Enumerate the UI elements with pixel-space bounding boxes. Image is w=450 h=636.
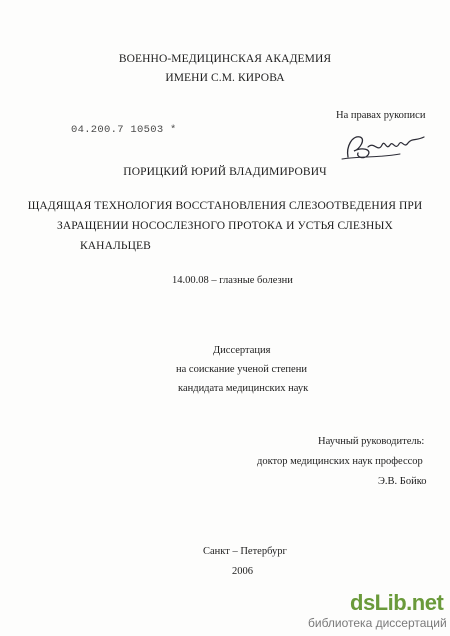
city: Санкт – Петербург [203, 546, 287, 557]
specialty-code: 14.00.08 – глазные болезни [172, 275, 293, 286]
degree-name: кандидата медицинских наук [178, 383, 309, 394]
author-name: ПОРИЦКИЙ ЮРИЙ ВЛАДИМИРОВИЧ [123, 166, 327, 178]
supervisor-title: доктор медицинских наук профессор [257, 456, 423, 467]
supervisor-label: Научный руководитель: [318, 436, 425, 447]
manuscript-rights-note: На правах рукописи [336, 110, 426, 121]
degree-purpose: на соискание ученой степени [176, 364, 307, 375]
handwritten-signature [338, 127, 428, 165]
institution-name-line2: ИМЕНИ С.М. КИРОВА [165, 72, 285, 84]
dslib-watermark-subtitle: библиотека диссертаций [308, 616, 447, 630]
supervisor-name: Э.В. Бойко [378, 476, 427, 487]
document-type: Диссертация [213, 345, 271, 356]
institution-name-line1: ВОЕННО-МЕДИЦИНСКАЯ АКАДЕМИЯ [118, 53, 332, 65]
thesis-title-line1: ЩАДЯЩАЯ ТЕХНОЛОГИЯ ВОССТАНОВЛЕНИЯ СЛЕЗООТВЕДЕНИЯ ПРИ [27, 200, 423, 212]
dslib-watermark-logo: dsLib.net [350, 590, 444, 615]
year: 2006 [232, 566, 253, 577]
archive-stamp-number: 04.200.7 10503 * [71, 124, 177, 136]
thesis-title-line2: ЗАРАЩЕНИИ НОСОСЛЕЗНОГО ПРОТОКА И УСТЬЯ СЛЕЗНЫХ [57, 220, 393, 232]
thesis-title-line3: КАНАЛЬЦЕВ [80, 240, 151, 252]
